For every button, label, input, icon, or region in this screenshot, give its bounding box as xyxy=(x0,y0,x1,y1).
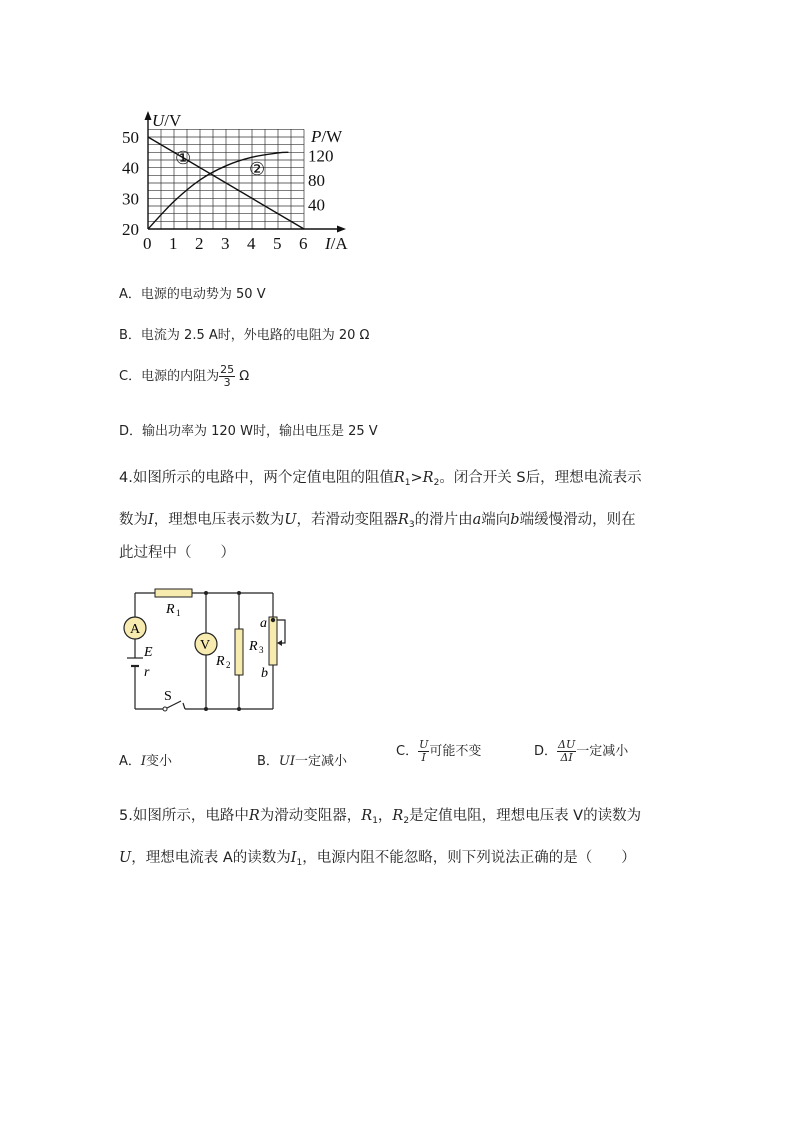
r3-sub: 3 xyxy=(259,645,264,655)
resistor-r1 xyxy=(155,589,192,597)
q4-option-c[interactable] xyxy=(396,739,481,764)
fraction-numerator: 25 xyxy=(220,363,235,376)
r2-sub: 2 xyxy=(226,660,231,670)
q4-text: ，理想电压表示数为 xyxy=(153,512,285,528)
q3-option-b[interactable]: B．电流为 2.5 A时，外电路的电阻为 20 Ω xyxy=(119,328,370,343)
terminal-a xyxy=(271,618,275,622)
sub: 3 xyxy=(408,520,415,530)
fraction-numerator: U xyxy=(419,738,429,751)
right-tick-label: 80 xyxy=(308,170,325,190)
rheostat-r3 xyxy=(269,617,277,665)
q4-option-d-fraction xyxy=(557,739,576,764)
emf-label: E xyxy=(144,645,153,660)
option-text: 一定减小 xyxy=(295,754,348,769)
var-ui: UI xyxy=(278,754,296,769)
var-r1: R xyxy=(361,808,373,824)
option-text: 可能不变 xyxy=(429,744,482,759)
fraction-denominator: ΔI xyxy=(560,751,573,764)
var-r3: R xyxy=(397,512,409,528)
q4-text: 数为 xyxy=(119,512,148,528)
u-i-p-graph xyxy=(120,100,370,260)
x-tick-label: 3 xyxy=(221,234,230,253)
right-tick-label: 40 xyxy=(308,195,325,215)
option-prefix: D． xyxy=(534,744,558,759)
sub: 1 xyxy=(372,816,378,826)
q3-option-c-text: C．电源的内阻为 xyxy=(119,369,220,384)
x-axis-label: I/A xyxy=(325,234,348,253)
var-u: U xyxy=(119,850,132,866)
x-tick-label: 2 xyxy=(195,234,204,253)
series-label-2: ② xyxy=(249,159,266,179)
q3-option-c-unit: Ω xyxy=(239,369,250,384)
q5-text: ，理想电流表 A的读数为 xyxy=(131,850,291,866)
sub: 2 xyxy=(433,478,440,488)
var-a: a xyxy=(472,512,482,528)
switch-label: S xyxy=(164,689,172,704)
var-r2: R xyxy=(422,470,434,486)
q4-text: 端缓慢滑动，则在 xyxy=(519,512,636,528)
q5-line-1 xyxy=(119,804,641,826)
r3-label: R xyxy=(249,639,258,654)
x-tick-label: 5 xyxy=(273,234,282,253)
q4-line-3: 此过程中（ ） xyxy=(119,545,235,561)
ammeter-label: A xyxy=(130,622,141,637)
resistor-r2 xyxy=(235,629,243,675)
option-prefix: B． xyxy=(257,754,279,769)
q4-text: 4.如图所示的电路中，两个定值电阻的阻值 xyxy=(119,470,394,486)
x-axis-arrow xyxy=(337,226,346,233)
left-tick-label: 40 xyxy=(122,158,139,178)
slider-arrow xyxy=(277,640,282,646)
fraction-denominator: 3 xyxy=(223,376,231,389)
r1-sub: 1 xyxy=(176,608,181,618)
q5-line-2 xyxy=(119,846,636,868)
q4-text: ，若滑动变阻器 xyxy=(296,512,398,528)
x-tick-label: 6 xyxy=(299,234,308,253)
q4-line-1 xyxy=(119,466,642,488)
fraction-numerator: ΔU xyxy=(558,738,576,751)
sub: 2 xyxy=(403,816,410,826)
option-text: 变小 xyxy=(146,754,173,769)
y-axis-label-left: U/V xyxy=(152,111,182,130)
graph-labels xyxy=(122,111,348,253)
graph-grid xyxy=(148,129,304,229)
x-tick-label: 0 xyxy=(143,234,152,253)
r2-label: R xyxy=(216,654,225,669)
q4-text: 。闭合开关 S后，理想电流表示 xyxy=(439,470,642,486)
q4-option-a[interactable] xyxy=(119,750,172,769)
var-r1: R xyxy=(393,470,405,486)
q5-text: 为滑动变阻器， xyxy=(259,808,362,824)
option-text: 一定减小 xyxy=(576,744,629,759)
var-i: I xyxy=(140,754,147,769)
left-tick-label: 30 xyxy=(122,189,139,209)
x-tick-label: 4 xyxy=(247,234,256,253)
q3-option-a[interactable]: A．电源的电动势为 50 V xyxy=(119,287,266,302)
q4-text: 端向 xyxy=(481,512,511,528)
y-axis-arrow xyxy=(145,111,152,120)
sub: 1 xyxy=(404,478,411,488)
q4-line-2 xyxy=(119,508,636,530)
internal-r-label: r xyxy=(144,665,150,680)
left-tick-label: 50 xyxy=(122,128,139,147)
q4-option-c-fraction xyxy=(418,739,429,764)
option-prefix: C． xyxy=(396,744,419,759)
x-tick-label: 1 xyxy=(169,234,178,253)
gt-sign: > xyxy=(410,470,423,486)
var-i: I xyxy=(290,850,297,866)
q3-option-d[interactable]: D．输出功率为 120 W时，输出电压是 25 V xyxy=(119,424,378,439)
terminal-b-label: b xyxy=(261,666,268,681)
sub: 1 xyxy=(296,858,303,868)
var-r: R xyxy=(248,808,260,824)
q4-option-b[interactable] xyxy=(257,750,347,769)
var-r2: R xyxy=(392,808,404,824)
var-b: b xyxy=(510,512,520,528)
q5-text: ，电源内阻不能忽略，则下列说法正确的是（ ） xyxy=(302,850,636,866)
q5-text: ， xyxy=(377,808,393,824)
fraction-denominator: I xyxy=(421,751,426,764)
q3-option-c-fraction xyxy=(219,364,235,389)
option-prefix: A． xyxy=(119,754,141,769)
q5-text: 5.如图所示，电路中 xyxy=(119,808,249,824)
q5-text: 是定值电阻，理想电压表 V的读数为 xyxy=(409,808,642,824)
left-tick-label: 20 xyxy=(122,220,139,239)
y-axis-label-right: P/W xyxy=(311,127,343,146)
var-i: I xyxy=(148,512,154,528)
r1-label: R xyxy=(166,602,175,617)
terminal-a-label: a xyxy=(260,616,267,631)
var-u: U xyxy=(284,512,297,528)
series-label-1: ① xyxy=(175,148,192,168)
q4-text: 的滑片由 xyxy=(414,512,473,528)
q3-option-c[interactable] xyxy=(119,364,249,389)
right-tick-label: 120 xyxy=(308,146,334,166)
circuit-diagram xyxy=(115,585,315,717)
voltmeter-label: V xyxy=(200,638,211,653)
q4-option-d[interactable] xyxy=(534,739,628,764)
